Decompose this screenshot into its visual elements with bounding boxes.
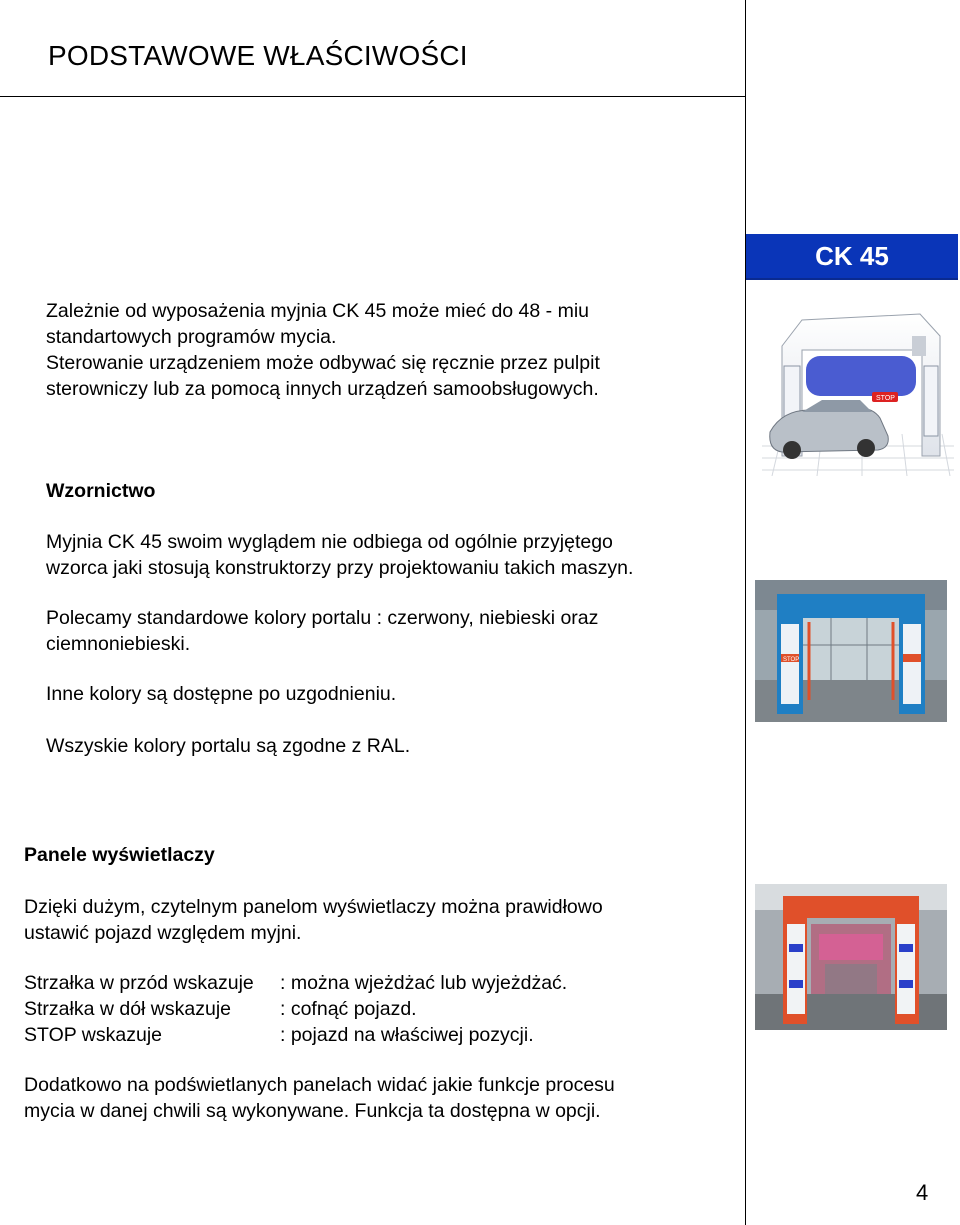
intro-line: Sterowanie urządzeniem może odbywać się ręcznie przez pulpit: [46, 352, 600, 374]
design-heading: Wzornictwo: [46, 480, 156, 502]
signal-meaning: : cofnąć pojazd.: [280, 998, 417, 1020]
header-rule: [0, 96, 746, 97]
signal-row: [24, 1022, 534, 1048]
signal-row: [24, 970, 567, 996]
red-portal-photo: [755, 884, 947, 1030]
stop-sign-text: STOP: [876, 395, 895, 402]
design-paragraph-line: Wszyskie kolory portalu są zgodne z RAL.: [46, 735, 411, 757]
design-paragraph-line: Myjnia CK 45 swoim wyglądem nie odbiega od ogólnie przyjętego: [46, 531, 613, 553]
signal-meaning: : można wjeżdżać lub wyjeżdżać.: [280, 972, 568, 994]
signal-label: Strzałka w przód wskazuje: [24, 972, 254, 994]
design-paragraph-line: Polecamy standardowe kolory portalu : czerwony, niebieski oraz: [46, 607, 599, 629]
panels-paragraph-line: mycia w danej chwili są wykonywane. Funkcja ta dostępna w opcji.: [24, 1100, 601, 1122]
signal-meaning: : pojazd na właściwej pozycji.: [280, 1024, 534, 1046]
page-number: 4: [916, 1180, 929, 1205]
design-paragraph-line: wzorca jaki stosują konstruktorzy przy projektowaniu takich maszyn.: [46, 557, 634, 579]
model-badge: CK 45: [746, 234, 958, 280]
intro-line: sterowniczy lub za pomocą innych urządzeń samoobsługowych.: [46, 378, 599, 400]
stop-sign-text: STOP: [783, 657, 800, 663]
blue-portal-photo: [755, 580, 947, 722]
panels-paragraph-line: ustawić pojazd względem myjni.: [24, 922, 302, 944]
design-paragraph-line: Inne kolory są dostępne po uzgodnieniu.: [46, 683, 397, 705]
signal-label: Strzałka w dół wskazuje: [24, 998, 231, 1020]
panels-heading: Panele wyświetlaczy: [24, 844, 215, 866]
design-paragraph-line: ciemnoniebieski.: [46, 633, 191, 655]
intro-line: standartowych programów mycia.: [46, 326, 337, 348]
panels-paragraph-line: Dodatkowo na podświetlanych panelach widać jakie funkcje procesu: [24, 1074, 615, 1096]
signal-label: STOP wskazuje: [24, 1024, 163, 1046]
page-title: PODSTAWOWE WŁAŚCIWOŚCI: [48, 40, 468, 71]
signal-row: [24, 996, 417, 1022]
column-divider: [745, 0, 746, 1225]
intro-line: Zależnie od wyposażenia myjnia CK 45 może mieć do 48 - miu: [46, 300, 590, 322]
panels-paragraph-line: Dzięki dużym, czytelnym panelom wyświetlaczy można prawidłowo: [24, 896, 603, 918]
car-wash-render-image: [762, 306, 954, 476]
